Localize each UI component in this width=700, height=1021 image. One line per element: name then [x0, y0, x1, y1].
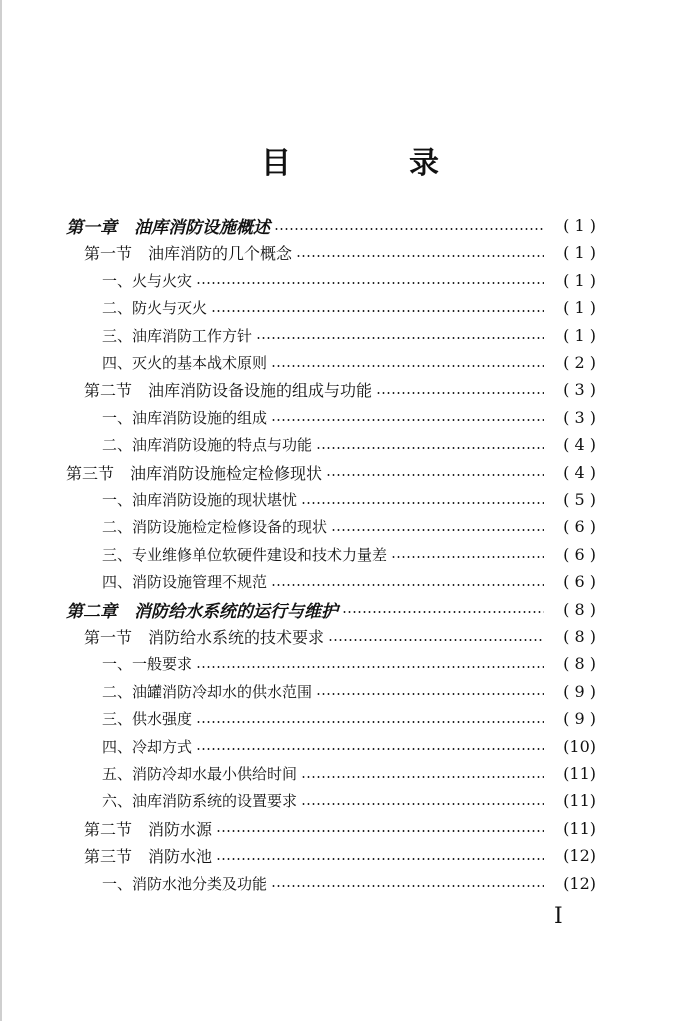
- toc-entry: [102, 760, 596, 787]
- dot-leader: [301, 502, 544, 504]
- toc-entry-page: ( 3 ): [563, 380, 596, 400]
- dot-leader: [301, 803, 544, 805]
- toc-entry-page: ( 1 ): [563, 270, 596, 290]
- toc-entry-page: (10): [563, 736, 596, 756]
- dot-leader: [316, 693, 544, 695]
- dot-leader: [196, 748, 544, 750]
- toc-entry-title: 一、油库消防设施的组成: [102, 408, 268, 427]
- toc-entry-title: 二、防火与灭火: [102, 299, 208, 318]
- dot-leader: [211, 310, 544, 312]
- toc-entry-title: 第二节 油库消防设备设施的组成与功能: [84, 381, 373, 401]
- toc-entry-title: 第三节 消防水池: [84, 847, 213, 867]
- dot-leader: [296, 255, 544, 257]
- toc-entry: [66, 212, 596, 239]
- toc-entry-page: ( 9 ): [563, 681, 596, 701]
- toc-entry-title: 一、消防水池分类及功能: [102, 874, 268, 893]
- toc-entry-title: 五、消防冷却水最小供给时间: [102, 765, 298, 783]
- dot-leader: [342, 611, 544, 613]
- toc-entry-title: 二、消防设施检定检修设备的现状: [102, 518, 328, 537]
- dot-leader: [301, 776, 544, 778]
- toc-entry-page: ( 4 ): [563, 462, 596, 482]
- toc-entry-page: ( 8 ): [563, 627, 596, 646]
- dot-leader: [328, 639, 544, 641]
- toc-entry-page: ( 1 ): [563, 243, 596, 263]
- dot-leader: [274, 228, 544, 230]
- toc-entry-page: ( 8 ): [563, 599, 596, 619]
- toc-entry-title: 一、油库消防设施的现状堪忧: [102, 491, 298, 509]
- toc-entry-title: 二、油库消防设施的特点与功能: [102, 436, 313, 455]
- toc-entry: [102, 349, 596, 376]
- toc-entry: [102, 787, 596, 814]
- toc-entry-title: 三、专业维修单位软硬件建设和技术力量差: [102, 545, 388, 564]
- toc-entry: [102, 733, 596, 760]
- toc-entry-page: ( 1 ): [563, 325, 596, 345]
- toc-entry: [102, 322, 596, 349]
- toc-entry-page: ( 2 ): [563, 353, 596, 372]
- dot-leader: [316, 447, 544, 449]
- toc-entry-page: ( 4 ): [563, 435, 596, 455]
- toc-entry-title: 第二节 消防水源: [84, 819, 213, 839]
- toc-entry: [66, 596, 596, 623]
- page-number: I: [554, 904, 563, 929]
- toc-entry-page: ( 8 ): [563, 654, 596, 674]
- dot-leader: [376, 392, 544, 394]
- toc-entry-title: 第一节 消防给水系统的技术要求: [84, 628, 325, 647]
- toc-entry-page: ( 6 ): [563, 572, 596, 592]
- toc-entry: [66, 459, 596, 486]
- toc-entry-page: ( 9 ): [563, 709, 596, 729]
- toc-entry: [102, 431, 596, 458]
- dot-leader: [326, 474, 544, 476]
- toc-entry-title: 一、一般要求: [102, 655, 193, 674]
- toc-entry-title: 三、油库消防工作方针: [102, 326, 253, 345]
- toc-entry-title: 第一节 油库消防的几个概念: [84, 244, 293, 264]
- toc-entry-title: 第二章 消防给水系统的运行与维护: [66, 601, 338, 622]
- toc-entry: [84, 376, 596, 403]
- toc-entry-title: 二、油罐消防冷却水的供水范围: [102, 682, 313, 701]
- toc-entry: [102, 705, 596, 732]
- toc-entry-title: 四、消防设施管理不规范: [102, 573, 268, 592]
- toc-entry-page: ( 3 ): [563, 407, 596, 427]
- dot-leader: [256, 337, 544, 339]
- dot-leader: [271, 584, 544, 586]
- toc-entry: [84, 239, 596, 266]
- toc-entry: [84, 623, 596, 650]
- toc-entry: [102, 404, 596, 431]
- toc-entry-page: ( 6 ): [563, 544, 596, 564]
- toc-entry-title: 三、供水强度: [102, 710, 193, 729]
- dot-leader: [196, 721, 544, 723]
- dot-leader: [391, 556, 544, 558]
- toc-entry: [102, 294, 596, 321]
- toc-entry-page: (11): [563, 791, 596, 811]
- page-title: 目 录: [261, 146, 483, 181]
- toc-entry: [102, 541, 596, 568]
- dot-leader: [196, 282, 544, 284]
- toc-entry-page: ( 6 ): [563, 517, 596, 537]
- dot-leader: [271, 419, 544, 421]
- dot-leader: [331, 529, 544, 531]
- toc-entry-title: 第一章 油库消防设施概述: [66, 218, 270, 238]
- toc-entry-title: 第三节 油库消防设施检定检修现状: [66, 463, 323, 483]
- toc-entry: [102, 486, 596, 513]
- toc-entry-page: (12): [563, 846, 596, 866]
- toc-entry-page: ( 1 ): [563, 298, 596, 318]
- dot-leader: [271, 365, 544, 367]
- dot-leader: [216, 830, 544, 832]
- dot-leader: [216, 858, 544, 860]
- toc-entry-page: (11): [563, 818, 596, 838]
- toc-entry-title: 六、油库消防系统的设置要求: [102, 792, 298, 811]
- toc-entry-page: ( 5 ): [563, 490, 596, 509]
- toc-entry-title: 一、火与火灾: [102, 271, 193, 290]
- toc-entry: [102, 267, 596, 294]
- toc-entry-page: ( 1 ): [563, 216, 596, 235]
- toc-entry: [102, 870, 596, 897]
- toc-entry-page: (11): [563, 764, 596, 783]
- toc-entry: [102, 678, 596, 705]
- toc-entry: [84, 842, 596, 869]
- dot-leader: [196, 666, 544, 668]
- toc-entry-title: 四、灭火的基本战术原则: [102, 354, 268, 372]
- toc-entry: [84, 815, 596, 842]
- toc-entry: [102, 568, 596, 595]
- toc-entry: [102, 650, 596, 677]
- toc-entry-title: 四、冷却方式: [102, 737, 193, 756]
- toc-entry: [102, 513, 596, 540]
- toc-entry-page: (12): [563, 873, 596, 893]
- dot-leader: [271, 885, 544, 887]
